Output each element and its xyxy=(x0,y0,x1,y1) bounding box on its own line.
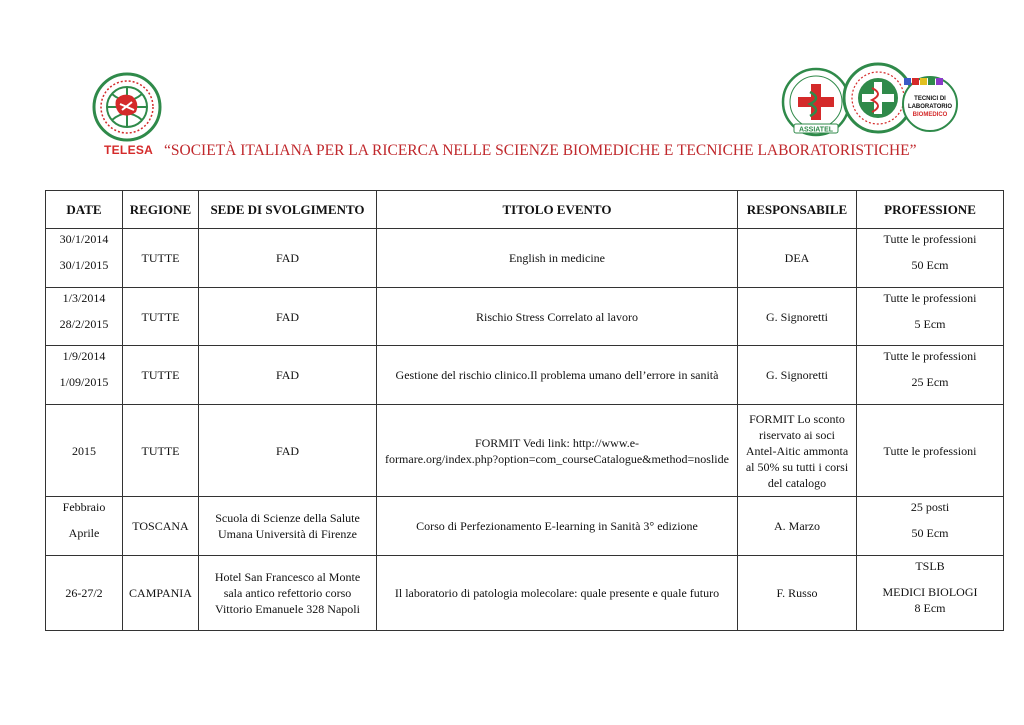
sede-cell: FAD xyxy=(199,229,377,288)
ecm-credits: 50 Ecm xyxy=(911,258,949,272)
titolo-cell: Corso di Perfezionamento E-learning in Sanità 3° edizione xyxy=(377,497,738,556)
events-table xyxy=(45,190,1004,631)
regione-cell: TUTTE xyxy=(123,288,199,346)
column-header-regione: REGIONE xyxy=(123,191,199,229)
date-start: 30/1/2014 xyxy=(59,232,109,246)
ecm-credits: 8 Ecm xyxy=(914,601,946,615)
sede-cell: FAD xyxy=(199,288,377,346)
responsabile-cell xyxy=(738,405,857,497)
table-row xyxy=(46,556,1004,631)
column-header-professione: PROFESSIONE xyxy=(857,191,1004,229)
sede-line: sala antico refettorio corso xyxy=(223,586,352,600)
regione-cell: CAMPANIA xyxy=(123,556,199,631)
professione-cell xyxy=(857,229,1004,288)
regione-cell: TUTTE xyxy=(123,229,199,288)
responsabile-line: Antel-Aitic ammonta xyxy=(745,443,849,458)
regione-cell: TUTTE xyxy=(123,405,199,497)
date-cell: 2015 xyxy=(46,405,123,497)
responsabile-cell: G. Signoretti xyxy=(738,288,857,346)
table-row xyxy=(46,229,1004,288)
sede-line: Hotel San Francesco al Monte xyxy=(214,570,361,584)
formit-link-label: FORMIT Vedi link: http://www.e- xyxy=(474,435,640,450)
responsabile-line: riservato ai soci xyxy=(759,427,835,442)
telesa-caption: TELESA xyxy=(104,143,154,157)
professione-line: TSLB xyxy=(915,559,945,573)
sede-cell: FAD xyxy=(199,346,377,405)
date-start: Febbraio xyxy=(62,500,106,514)
professione-line: Tutte le professioni xyxy=(883,291,977,305)
date-end: 28/2/2015 xyxy=(59,317,109,331)
table-row xyxy=(46,405,1004,497)
date-start: 1/3/2014 xyxy=(62,291,106,305)
responsabile-cell: F. Russo xyxy=(738,556,857,631)
date-cell: 26-27/2 xyxy=(46,556,123,631)
formit-link-url: formare.org/index.php?option=com_courseCatalogue&method=noslide xyxy=(385,451,729,466)
professione-cell xyxy=(857,556,1004,631)
responsabile-line: FORMIT Lo sconto xyxy=(749,411,845,426)
svg-text:LABORATORIO: LABORATORIO xyxy=(907,104,953,110)
date-cell xyxy=(46,288,123,346)
responsabile-line: al 50% su tutti i corsi xyxy=(745,459,849,474)
professione-line: 25 posti xyxy=(910,500,950,514)
telesa-logo xyxy=(92,72,162,142)
svg-text:TECNICI DI: TECNICI DI xyxy=(914,96,946,102)
table-header-row xyxy=(46,191,1004,229)
date-start: 1/9/2014 xyxy=(62,349,106,363)
ecm-credits: 50 Ecm xyxy=(911,526,949,540)
responsabile-cell: A. Marzo xyxy=(738,497,857,556)
date-end: Aprile xyxy=(68,526,100,540)
professione-cell: Tutte le professioni xyxy=(857,405,1004,497)
date-cell xyxy=(46,497,123,556)
regione-cell: TUTTE xyxy=(123,346,199,405)
date-end: 30/1/2015 xyxy=(59,258,109,272)
sede-line: Vittorio Emanuele 328 Napoli xyxy=(215,602,360,616)
sede-line: Scuola di Scienze della Salute xyxy=(215,511,360,525)
column-header-titolo: TITOLO EVENTO xyxy=(377,191,738,229)
society-title: “SOCIETÀ ITALIANA PER LA RICERCA NELLE SCIENZE BIOMEDICHE E TECNICHE LABORATORISTICHE” xyxy=(164,142,917,159)
responsabile-line: del catalogo xyxy=(767,475,827,490)
regione-cell: TOSCANA xyxy=(123,497,199,556)
column-header-sede: SEDE DI SVOLGIMENTO xyxy=(199,191,377,229)
responsabile-cell: G. Signoretti xyxy=(738,346,857,405)
column-header-date: DATE xyxy=(46,191,123,229)
date-end: 1/09/2015 xyxy=(59,375,109,389)
column-header-responsabile: RESPONSABILE xyxy=(738,191,857,229)
titolo-cell: English in medicine xyxy=(377,229,738,288)
ecm-credits: 25 Ecm xyxy=(911,375,949,389)
responsabile-cell: DEA xyxy=(738,229,857,288)
date-cell xyxy=(46,346,123,405)
professione-line: MEDICI BIOLOGI xyxy=(882,585,978,599)
partner-logos xyxy=(780,62,958,138)
telesa-emblem-icon xyxy=(92,72,162,142)
sede-line: Umana Università di Firenze xyxy=(218,527,357,541)
titolo-cell: Rischio Stress Correlato al lavoro xyxy=(377,288,738,346)
professione-cell xyxy=(857,288,1004,346)
svg-text:BIOMEDICO: BIOMEDICO xyxy=(912,112,948,118)
titolo-cell: Gestione del rischio clinico.Il problema umano dell’errore in sanità xyxy=(377,346,738,405)
professione-cell xyxy=(857,346,1004,405)
titolo-cell: Il laboratorio di patologia molecolare: quale presente e quale futuro xyxy=(377,556,738,631)
partner-emblems-icon xyxy=(780,62,958,138)
professione-cell xyxy=(857,497,1004,556)
sede-cell: FAD xyxy=(199,405,377,497)
titolo-cell xyxy=(377,405,738,497)
sede-cell xyxy=(199,556,377,631)
professione-line: Tutte le professioni xyxy=(883,232,977,246)
table-row xyxy=(46,497,1004,556)
ecm-credits: 5 Ecm xyxy=(914,317,946,331)
sede-cell xyxy=(199,497,377,556)
table-row xyxy=(46,288,1004,346)
table-row xyxy=(46,346,1004,405)
professione-line: Tutte le professioni xyxy=(883,349,977,363)
date-cell xyxy=(46,229,123,288)
svg-text:ASSIATEL: ASSIATEL xyxy=(798,126,834,134)
